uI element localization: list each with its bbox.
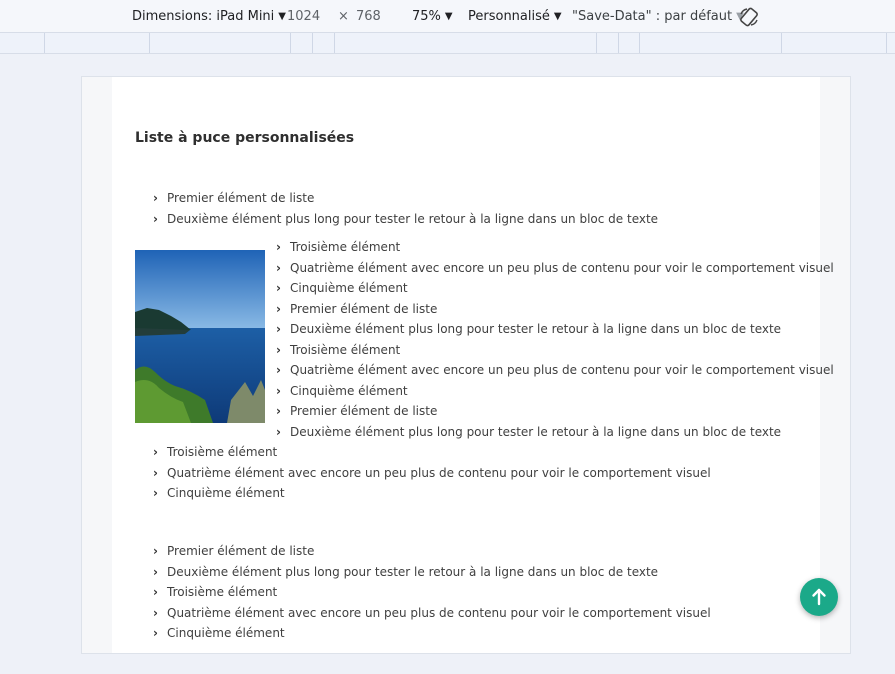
- chevron-right-icon: ›: [276, 424, 281, 439]
- list-item: [153, 603, 711, 624]
- device-toolbar: [0, 0, 895, 33]
- list-item-label: Deuxième élément plus long pour tester le retour à la ligne dans un bloc de texte: [290, 322, 782, 336]
- chevron-right-icon: ›: [276, 240, 281, 254]
- list-item-label: Quatrième élément avec encore un peu plus de contenu pour voir le comportement visuel: [290, 363, 834, 377]
- save-data-select[interactable]: [572, 9, 744, 26]
- device-viewport: [81, 76, 851, 654]
- page-gutter-left: [82, 77, 112, 653]
- throttle-select[interactable]: [468, 9, 562, 26]
- chevron-right-icon: ›: [153, 211, 158, 226]
- list-item-label: Quatrième élément avec encore un peu plus de contenu pour voir le comportement visuel: [167, 605, 711, 620]
- list-item-label: Deuxième élément plus long pour tester le retour à la ligne dans un bloc de texte: [290, 424, 782, 439]
- list-item-label: Troisième élément: [290, 240, 401, 254]
- list-item: [276, 422, 834, 443]
- list-item: [153, 188, 658, 209]
- chevron-right-icon: ›: [153, 605, 158, 620]
- device-select[interactable]: [132, 9, 286, 26]
- chevron-right-icon: ›: [276, 404, 281, 418]
- list-item: [276, 340, 834, 361]
- chevron-right-icon: ›: [153, 544, 158, 558]
- caret-down-icon: ▼: [444, 11, 453, 22]
- list-item-label: Cinquième élément: [290, 383, 408, 398]
- custom-bullet-list-1: [153, 188, 658, 229]
- caret-down-icon: ▼: [553, 11, 562, 22]
- sea-cliff-photo: [135, 250, 265, 423]
- chevron-right-icon: ›: [276, 322, 281, 336]
- chevron-right-icon: ›: [153, 564, 158, 579]
- chevron-right-icon: ›: [276, 342, 281, 357]
- list-item: [153, 463, 711, 484]
- device-label: Dimensions: iPad Mini: [132, 9, 275, 24]
- list-item: [276, 360, 834, 381]
- chevron-right-icon: ›: [153, 191, 158, 205]
- list-item: [276, 278, 834, 299]
- scroll-to-top-button[interactable]: [800, 578, 838, 616]
- list-item-label: Troisième élément: [167, 585, 278, 599]
- height-input[interactable]: 768: [356, 9, 381, 24]
- arrow-up-icon: [811, 588, 827, 606]
- list-item-label: Premier élément de liste: [290, 301, 438, 316]
- chevron-right-icon: ›: [276, 281, 281, 295]
- list-item: [153, 562, 711, 583]
- list-item: [276, 401, 834, 422]
- times-sign: ×: [338, 9, 349, 24]
- page-title: Liste à puce personnalisées: [135, 130, 355, 146]
- rotate-icon[interactable]: [738, 7, 760, 27]
- chevron-right-icon: ›: [153, 486, 158, 500]
- list-item: [276, 381, 834, 402]
- list-item: [153, 541, 711, 562]
- chevron-right-icon: ›: [276, 363, 281, 377]
- throttle-label: Personnalisé: [468, 9, 550, 24]
- list-item-label: Deuxième élément plus long pour tester le retour à la ligne dans un bloc de texte: [167, 211, 659, 226]
- list-item: [153, 582, 711, 603]
- list-item: [153, 483, 711, 504]
- list-item: [276, 319, 834, 340]
- list-item-label: Cinquième élément: [290, 281, 408, 295]
- list-item-label: Quatrième élément avec encore un peu plus de contenu pour voir le comportement visuel: [290, 260, 834, 275]
- chevron-right-icon: ›: [153, 626, 158, 640]
- list-item-label: Troisième élément: [290, 342, 401, 357]
- list-item: [276, 258, 834, 279]
- list-item-label: Deuxième élément plus long pour tester le retour à la ligne dans un bloc de texte: [167, 564, 659, 579]
- list-item: [276, 299, 834, 320]
- custom-bullet-list-4: [153, 541, 711, 644]
- list-item: [153, 209, 658, 230]
- media-query-ruler[interactable]: [0, 33, 895, 54]
- caret-down-icon: ▼: [736, 11, 744, 22]
- list-item-label: Cinquième élément: [167, 626, 285, 640]
- width-input[interactable]: 1024: [287, 9, 321, 24]
- chevron-right-icon: ›: [153, 465, 158, 480]
- list-item-label: Premier élément de liste: [290, 404, 438, 418]
- list-item-label: Premier élément de liste: [167, 191, 315, 205]
- list-item-label: Premier élément de liste: [167, 544, 315, 558]
- chevron-right-icon: ›: [153, 585, 158, 599]
- custom-bullet-list-2: [276, 237, 834, 442]
- custom-bullet-list-3: [153, 442, 711, 504]
- list-item-label: Troisième élément: [167, 445, 278, 459]
- save-data-label: "Save-Data" : par défaut: [572, 9, 733, 24]
- list-item-label: Quatrième élément avec encore un peu plus de contenu pour voir le comportement visuel: [167, 465, 711, 480]
- list-item: [153, 442, 711, 463]
- list-item-label: Cinquième élément: [167, 486, 285, 500]
- list-item: [276, 237, 834, 258]
- zoom-label: 75%: [412, 9, 441, 24]
- chevron-right-icon: ›: [276, 383, 281, 398]
- chevron-right-icon: ›: [276, 301, 281, 316]
- list-item: [153, 623, 711, 644]
- zoom-select[interactable]: [412, 9, 453, 26]
- caret-down-icon: ▼: [278, 11, 286, 22]
- chevron-right-icon: ›: [276, 260, 281, 275]
- chevron-right-icon: ›: [153, 445, 158, 459]
